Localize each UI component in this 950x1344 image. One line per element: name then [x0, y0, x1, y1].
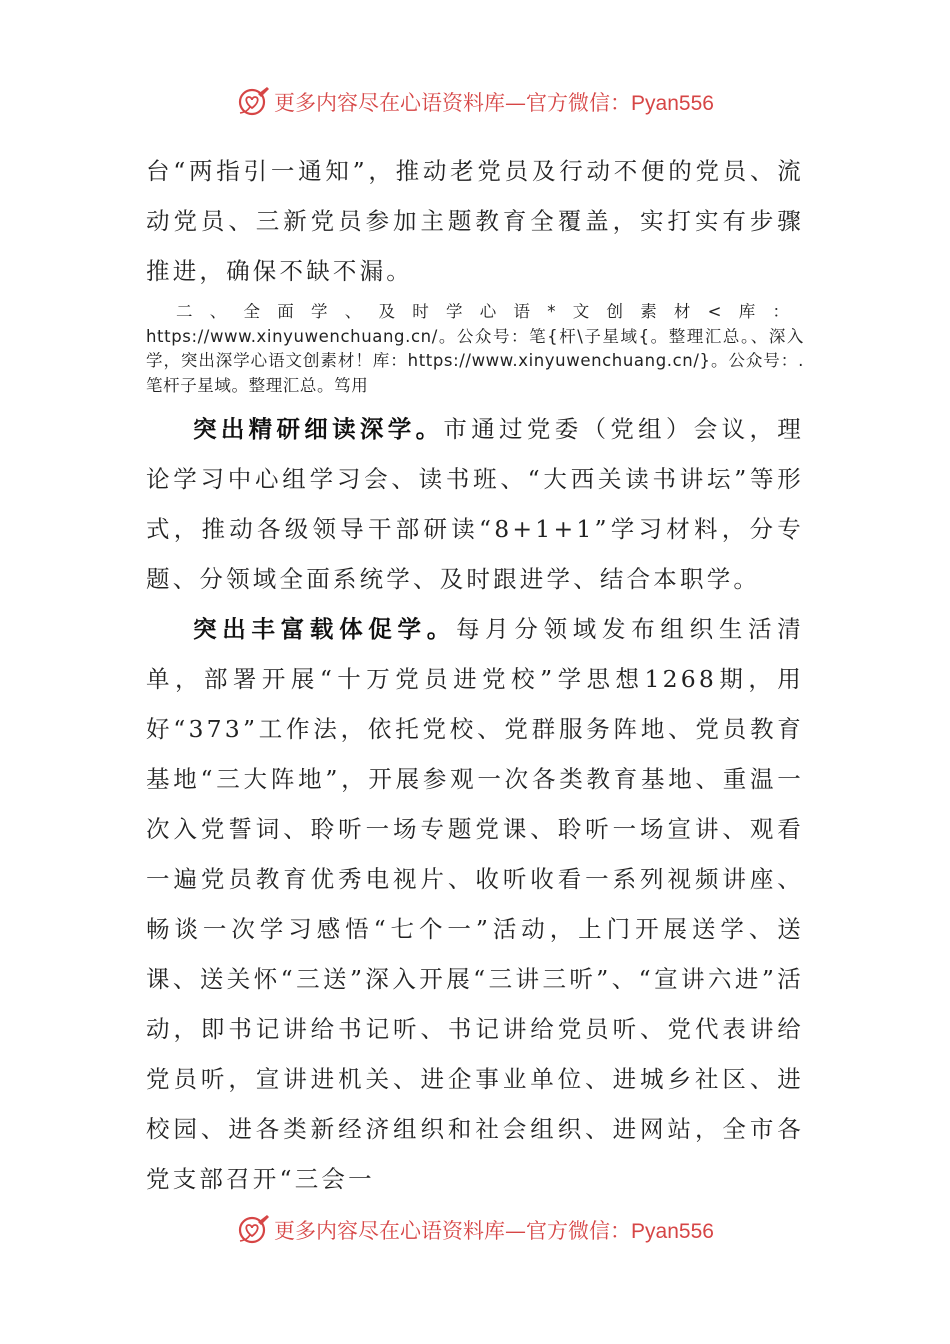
paragraph-3 [146, 604, 804, 1204]
watermark-note [146, 300, 804, 398]
banner-text [274, 1215, 714, 1245]
footer-banner [0, 1210, 950, 1250]
paragraph-2-text: 市通过党委（党组）会议，理论学习中心组学习会、读书班、“大西关读书讲坛”等形式，推动各级领导干部研读“8+1+1”学习材料，分专题、分领域全面系统学、及时跟进学、结合本职学。 [146, 415, 804, 593]
note-text: https://www.xinyuwenchuang.cn/。公众号：笔{杆\子星域{。整理汇总。、深入学，突出深学心语文创素材！库：https://www.xinyuwenchuang.cn/}。公众号：.笔杆子星域。整理汇总。笃用 [146, 326, 804, 395]
banner-label: 更多内容尽在心语资料库—官方微信： [274, 1219, 632, 1243]
header-banner [0, 82, 950, 122]
pen-heart-logo-icon [236, 1213, 270, 1247]
document-body [146, 146, 804, 1204]
banner-wechat-id: Pyan556 [631, 92, 714, 115]
paragraph-2 [146, 404, 804, 604]
paragraph-2-heading: 突出精研细读深学。 [193, 415, 444, 443]
banner-text [274, 87, 714, 117]
paragraph-3-text: 每月分领域发布组织生活清单，部署开展“十万党员进党校”学思想1268期，用好“373”工作法，依托党校、党群服务阵地、党员教育基地“三大阵地”，开展参观一次各类教育基地、重温一次入党誓词、聆听一场专题党课、聆听一场宣讲、观看一遍党员教育优秀电视片、收听收看一系列视频讲座、畅谈一次学习感悟“七个一”活动，上门开展送学、送课、送关怀“三送”深入开展“三讲三听”、“宣讲六进”活动，即书记讲给书记听、书记讲给党员听、党代表讲给党员听，宣讲进机关、进企事业单位、进城乡社区、进校园、进各类新经济组织和社会组织、进网站，全市各党支部召开“三会一 [146, 615, 804, 1193]
banner-wechat-id: Pyan556 [631, 1220, 714, 1243]
pen-heart-logo-icon [236, 85, 270, 119]
paragraph-3-heading: 突出丰富载体促学。 [193, 615, 456, 643]
banner-label: 更多内容尽在心语资料库—官方微信： [274, 91, 632, 115]
note-heading: 二、全面学、及时学心语*文创素材<库： [176, 302, 804, 321]
paragraph-1: 台“两指引一通知”，推动老党员及行动不便的党员、流动党员、三新党员参加主题教育全覆盖，实打实有步骤推进，确保不缺不漏。 [146, 157, 804, 285]
